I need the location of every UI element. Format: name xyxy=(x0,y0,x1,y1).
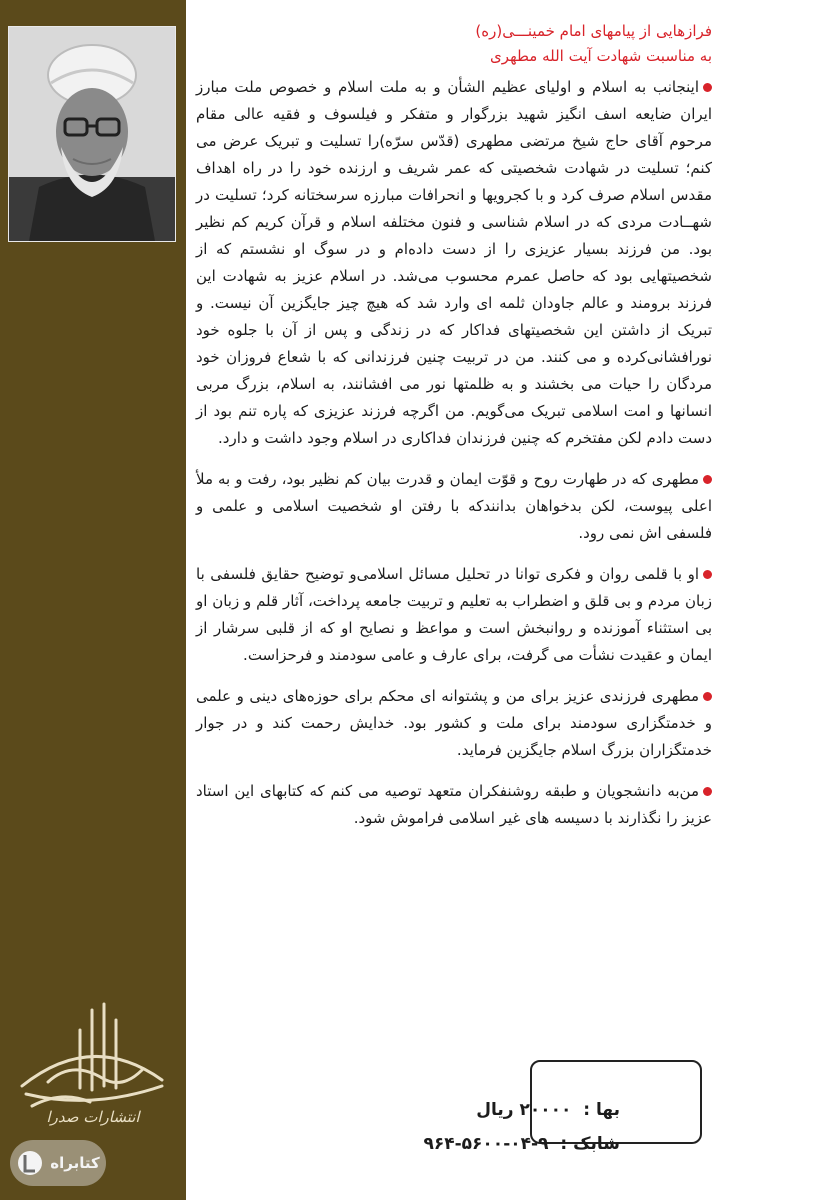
ketabrah-watermark[interactable] xyxy=(10,1140,106,1186)
price-value: ۲۰۰۰۰ ریال xyxy=(476,1100,572,1120)
page-subtitle: به مناسبت شهادت آیت الله مطهری xyxy=(490,47,712,65)
isbn-line xyxy=(200,1134,620,1154)
paragraph-3 xyxy=(196,561,712,669)
paragraph-text: اینجانب به اسلام و اولیای عظیم الشأن و به ملت اسلام و خصوص ملت مبارز ایران ضایعه اسف انگیز شهید بزرگوار و متفکر و فیلسوف و فقیه عالی مقام مرحوم آقای حاج شیخ مرتضی مطهری (قدّس سرّه)را تسلیت و تبریک عرض می کنم؛ تسلیت در شهادت شخصیتی که عمر شریف و ارزنده خود را در راه اهداف مقدس اسلام صرف کرد و با کجرویها و انحرافات مبارزه سرسختانه کرد؛ تسلیت در شهــادت مردی که در اسلام شناسی و فنون مختلفه اسلام و قرآن کریم کم نظیر بود. من فرزند بسیار عزیزی را از دست داده‌ام و در سوگ او نشستم که از شخصیتهایی بود که حاصل عمرم محسوب می‌شد. در اسلام عزیز به شهادت این فرزند برومند و عالم جاودان ثلمه ای وارد شد که هیچ چیز جایگزین آن نیست. و تبریک از داشتن این شخصیتهای فداکار که در زندگی و پس از آن با جلوه خود نورافشانی‌کرده و می کنند. من در تربیت چنین فرزندانی که با شعاع فروزان خود مردگان را حیات می بخشند و به ظلمتها نور می افشانند، به اسلام، بزرگ مربی انسانها و امت اسلامی تبریک می‌گویم. من اگرچه فرزند عزیزی که پاره تنم بود از دست دادم لکن مفتخرم که چنین فرزندان فداکاری در اسلام وجود داشت و دارد. xyxy=(196,78,712,447)
paragraph-1 xyxy=(196,74,712,452)
paragraph-text: مطهری که در طهارت روح و قوّت ایمان و قدرت بیان کم نظیر بود، رفت و به ملأ اعلی پیوست، لکن بدخواهان بدانندکه با رفتن او شخصیت اسلامی و علمی و فلسفی اش نمی رود. xyxy=(196,470,712,542)
message-content xyxy=(196,20,712,846)
author-portrait xyxy=(8,26,176,242)
price-line xyxy=(200,1100,620,1120)
paragraph-text: مطهری فرزندی عزیز برای من و پشتوانه ای محکم برای حوزه‌های دینی و علمی و خدمتگزاری سودمند برای ملت و کشور بود. خدایش رحمت کند و در جوار خدمتگزاران بزرگ اسلام جایگزین فرماید. xyxy=(196,687,712,759)
ketabrah-logo-icon xyxy=(16,1149,44,1177)
brand-text: کتابراه xyxy=(50,1154,100,1172)
paragraph-5 xyxy=(196,778,712,832)
paragraph-text: او با قلمی روان و فکری توانا در تحلیل مسائل اسلامی‌و توضیح حقایق فلسفی با زبان مردم و بی قلق و اضطراب به تعلیم و تربیت جامعه پرداخت، آثار قلم و زبان او بی استثناء آموزنده و روانبخش است و مواعظ و نصایح او که از قلبی سرشار از ایمان و عقیدت نشأت می گرفت، برای عارف و عامی سودمند و فرحزاست. xyxy=(196,565,712,664)
portrait-image xyxy=(9,27,175,241)
price-label: بها : xyxy=(583,1100,620,1120)
bullet-icon xyxy=(703,83,712,92)
bullet-icon xyxy=(703,692,712,701)
isbn-label: شابک : xyxy=(560,1134,620,1154)
bullet-icon xyxy=(703,475,712,484)
page-title: فرازهایی از پیامهای امام خمینـــی(ره) xyxy=(475,22,712,40)
paragraph-2 xyxy=(196,466,712,547)
bullet-icon xyxy=(703,787,712,796)
paragraph-4 xyxy=(196,683,712,764)
paragraph-text: من‌به دانشجویان و طبقه روشنفکران متعهد توصیه می کنم که کتابهای این استاد عزیز را نگذارند با دسیسه های غیر اسلامی فراموش شود. xyxy=(196,782,712,827)
sidebar-panel xyxy=(0,0,186,1200)
isbn-value: ۹-۰۴-۵۶۰۰-۹۶۴ xyxy=(423,1134,549,1154)
bullet-icon xyxy=(703,570,712,579)
publisher-name: انتشارات صدرا xyxy=(46,1108,140,1126)
